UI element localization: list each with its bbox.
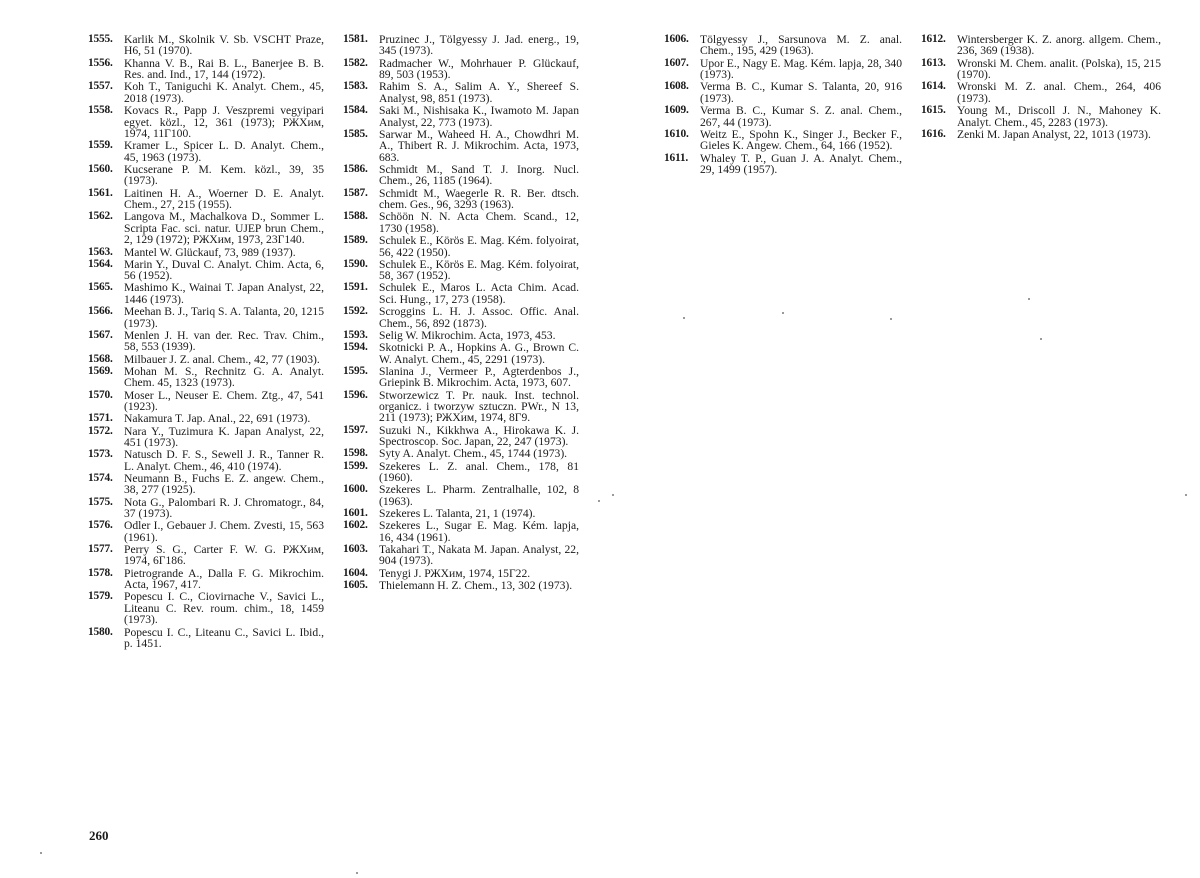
reference-entry	[664, 153, 902, 176]
reference-text: Kovacs R., Papp J. Veszpremi vegyipari egyet. közl., 12, 361 (1973); РЖХим, 1974, 11Г100.	[124, 104, 324, 141]
reference-number: 1610.	[664, 127, 689, 140]
reference-entry	[88, 259, 324, 282]
reference-entry	[88, 449, 324, 472]
reference-entry	[88, 544, 324, 567]
reference-entry	[88, 627, 324, 650]
reference-entry	[343, 580, 579, 591]
reference-number: 1602.	[343, 519, 368, 532]
reference-entry	[88, 591, 324, 625]
reference-text: Radmacher W., Mohrhauer P. Glückauf, 89, 503 (1953).	[379, 56, 579, 82]
reference-text: Karlik M., Skolnik V. Sb. VSCHT Praze, H6, 51 (1970).	[124, 33, 324, 58]
reference-entry	[343, 508, 579, 519]
reference-entry	[343, 342, 579, 365]
reference-text: Syty A. Analyt. Chem., 45, 1744 (1973).	[379, 447, 568, 461]
reference-entry	[88, 426, 324, 449]
reference-entry	[343, 164, 579, 187]
reference-text: Tenygi J. РЖХим, 1974, 15Г22.	[379, 566, 531, 580]
reference-text: Schulek E., Körös E. Mag. Kém. folyoirat, 56, 422 (1950).	[379, 234, 579, 259]
reference-entry	[88, 520, 324, 543]
reference-entry	[88, 330, 324, 353]
reference-number: 1584.	[343, 104, 368, 117]
reference-entry	[343, 188, 579, 211]
scan-speck	[1028, 298, 1030, 300]
reference-column-1	[88, 34, 324, 650]
reference-number: 1561.	[88, 186, 113, 199]
reference-entry	[921, 34, 1161, 57]
reference-number: 1588.	[343, 210, 368, 223]
reference-number: 1572.	[88, 424, 113, 437]
reference-entry	[88, 568, 324, 591]
reference-text: Nota G., Palombari R. J. Chromatogr., 84, 37 (1973).	[124, 495, 324, 521]
reference-entry	[921, 129, 1161, 140]
reference-text: Nakamura T. Jap. Anal., 22, 691 (1973).	[124, 412, 311, 426]
reference-text: Szekeres L., Sugar E. Mag. Kém. lapja, 16, 434 (1961).	[379, 519, 579, 544]
reference-number: 1556.	[88, 56, 113, 69]
reference-text: Menlen J. H. van der. Rec. Trav. Chim., 58, 553 (1939).	[124, 328, 324, 354]
reference-number: 1558.	[88, 104, 113, 117]
reference-text: Sarwar M., Waheed H. A., Chowdhri M. A., Thibert R. J. Mikrochim. Acta, 1973, 683.	[379, 127, 579, 164]
reference-text: Young M., Driscoll J. N., Mahoney K. Analyt. Chem., 45, 2283 (1973).	[957, 104, 1161, 129]
reference-text: Whaley T. P., Guan J. A. Analyt. Chem., 29, 1499 (1957).	[700, 151, 902, 176]
reference-number: 1586.	[343, 162, 368, 175]
scan-speck	[612, 494, 614, 496]
reference-entry	[343, 105, 579, 128]
reference-text: Upor E., Nagy E. Mag. Kém. lapja, 28, 340 (1973).	[700, 56, 902, 82]
reference-text: Schulek E., Maros L. Acta Chim. Acad. Sci. Hung., 17, 273 (1958).	[379, 281, 579, 306]
reference-number: 1592.	[343, 305, 368, 318]
reference-number: 1616.	[921, 127, 946, 140]
reference-text: Weitz E., Spohn K., Singer J., Becker F., Gieles K. Angew. Chem., 64, 166 (1952).	[700, 127, 902, 153]
reference-text: Milbauer J. Z. anal. Chem., 42, 77 (1903).	[124, 352, 320, 366]
reference-entry	[343, 544, 579, 567]
reference-number: 1570.	[88, 388, 113, 401]
reference-text: Laitinen H. A., Woerner D. E. Analyt. Chem., 27, 215 (1955).	[124, 186, 324, 212]
reference-entry	[664, 81, 902, 104]
reference-text: Perry S. G., Carter F. W. G. РЖХим, 1974, 6Г186.	[124, 543, 324, 568]
reference-number: 1598.	[343, 447, 368, 460]
reference-text: Zenki M. Japan Analyst, 22, 1013 (1973).	[957, 127, 1151, 141]
reference-entry	[343, 129, 579, 163]
reference-entry	[343, 448, 579, 459]
reference-number: 1567.	[88, 328, 113, 341]
reference-text: Odler I., Gebauer J. Chem. Zvesti, 15, 563 (1961).	[124, 519, 324, 544]
reference-text: Saki M., Nishisaka K., Iwamoto M. Japan Analyst, 22, 773 (1973).	[379, 104, 579, 129]
scan-speck	[356, 872, 358, 874]
scan-speck	[782, 312, 784, 314]
reference-entry	[343, 306, 579, 329]
reference-entry	[88, 247, 324, 258]
reference-entry	[88, 413, 324, 424]
reference-number: 1596.	[343, 388, 368, 401]
reference-text: Thielemann H. Z. Chem., 13, 302 (1973).	[379, 578, 573, 592]
reference-number: 1589.	[343, 234, 368, 247]
reference-text: Pruzinec J., Tölgyessy J. Jad. energ., 19, 345 (1973).	[379, 33, 579, 58]
reference-number: 1560.	[88, 162, 113, 175]
reference-entry	[88, 354, 324, 365]
reference-number: 1571.	[88, 412, 113, 425]
reference-number: 1590.	[343, 257, 368, 270]
reference-number: 1555.	[88, 33, 113, 45]
reference-entry	[343, 330, 579, 341]
reference-number: 1587.	[343, 186, 368, 199]
reference-number: 1611.	[664, 151, 688, 164]
reference-number: 1582.	[343, 56, 368, 69]
scan-speck	[598, 500, 600, 502]
reference-text: Schulek E., Körös E. Mag. Kém. folyoirat, 58, 367 (1952).	[379, 257, 579, 283]
reference-entry	[88, 81, 324, 104]
reference-number: 1594.	[343, 341, 368, 354]
reference-entry	[88, 282, 324, 305]
reference-text: Langova M., Machalkova D., Sommer L. Scripta Fac. sci. natur. UJEP brun Chem., 2, 129 (1972); РЖХим, 1973, 23Г140.	[124, 210, 324, 247]
reference-text: Marin Y., Duval C. Analyt. Chim. Acta, 6, 56 (1952).	[124, 257, 324, 283]
reference-entry	[343, 520, 579, 543]
reference-entry	[88, 140, 324, 163]
reference-number: 1599.	[343, 459, 368, 472]
reference-text: Neumann B., Fuchs E. Z. angew. Chem., 38, 277 (1925).	[124, 471, 324, 497]
reference-entry	[343, 211, 579, 234]
reference-entry	[921, 81, 1161, 104]
reference-number: 1557.	[88, 80, 113, 93]
reference-text: Suzuki N., Kikkhwa A., Hirokawa K. J. Spectroscop. Soc. Japan, 22, 247 (1973).	[379, 423, 579, 449]
reference-text: Kramer L., Spicer L. D. Analyt. Chem., 45, 1963 (1973).	[124, 139, 324, 164]
reference-number: 1612.	[921, 33, 946, 45]
scan-speck	[683, 317, 685, 319]
reference-number: 1566.	[88, 305, 113, 318]
right-page	[600, 0, 1200, 878]
reference-text: Stworzewicz T. Pr. nauk. Inst. technol. organicz. i tworzyw sztuczn. PWr., N 13, 211 (1973); РЖХим, 1974, 8Г9.	[379, 388, 579, 425]
reference-entry	[343, 568, 579, 579]
reference-text: Koh T., Taniguchi K. Analyt. Chem., 45, 2018 (1973).	[124, 80, 324, 105]
reference-entry	[88, 211, 324, 245]
reference-text: Natusch D. F. S., Sewell J. R., Tanner R. L. Analyt. Chem., 46, 410 (1974).	[124, 448, 324, 473]
page-number: 260	[89, 828, 109, 843]
reference-text: Moser L., Neuser E. Chem. Ztg., 47, 541 (1923).	[124, 388, 324, 413]
reference-text: Skotnicki P. A., Hopkins A. G., Brown C. W. Analyt. Chem., 45, 2291 (1973).	[379, 341, 579, 366]
reference-number: 1574.	[88, 471, 113, 484]
reference-entry	[88, 34, 324, 57]
reference-number: 1580.	[88, 625, 113, 638]
reference-text: Tölgyessy J., Sarsunova M. Z. anal. Chem., 195, 429 (1963).	[700, 33, 902, 58]
reference-text: Mantel W. Glückauf, 73, 989 (1937).	[124, 245, 296, 259]
reference-number: 1577.	[88, 543, 113, 556]
reference-number: 1593.	[343, 328, 368, 341]
reference-entry	[88, 497, 324, 520]
scan-speck	[890, 318, 892, 320]
reference-entry	[343, 235, 579, 258]
reference-text: Verma B. C., Kumar S. Z. anal. Chem., 267, 44 (1973).	[700, 104, 902, 129]
reference-text: Wronski M. Chem. analit. (Polska), 15, 215 (1970).	[957, 56, 1161, 82]
reference-entry	[343, 282, 579, 305]
reference-entry	[88, 306, 324, 329]
reference-entry	[664, 34, 902, 57]
reference-text: Schmidt M., Waegerle R. R. Ber. dtsch. chem. Ges., 96, 3293 (1963).	[379, 186, 579, 212]
reference-number: 1605.	[343, 578, 368, 591]
reference-text: Schöön N. N. Acta Chem. Scand., 12, 1730 (1958).	[379, 210, 579, 235]
reference-text: Selig W. Mikrochim. Acta, 1973, 453.	[379, 328, 556, 342]
scan-speck	[40, 852, 42, 854]
reference-number: 1564.	[88, 257, 113, 270]
reference-entry	[88, 366, 324, 389]
reference-entry	[343, 390, 579, 424]
reference-number: 1581.	[343, 33, 368, 45]
reference-number: 1568.	[88, 352, 113, 365]
reference-number: 1565.	[88, 281, 113, 294]
reference-entry	[343, 58, 579, 81]
reference-entry	[343, 461, 579, 484]
reference-text: Verma B. C., Kumar S. Talanta, 20, 916 (1973).	[700, 80, 902, 105]
reference-entry	[343, 259, 579, 282]
reference-number: 1608.	[664, 80, 689, 93]
reference-entry	[343, 366, 579, 389]
reference-entry	[664, 129, 902, 152]
reference-number: 1607.	[664, 56, 689, 69]
reference-text: Nara Y., Tuzimura K. Japan Analyst, 22, 451 (1973).	[124, 424, 324, 449]
reference-number: 1604.	[343, 566, 368, 579]
reference-number: 1591.	[343, 281, 368, 294]
reference-entry	[88, 105, 324, 139]
reference-text: Wintersberger K. Z. anorg. allgem. Chem., 236, 369 (1938).	[957, 33, 1161, 58]
reference-number: 1585.	[343, 127, 368, 140]
reference-text: Wronski M. Z. anal. Chem., 264, 406 (1973).	[957, 80, 1161, 105]
reference-entry	[88, 164, 324, 187]
scan-speck	[1185, 494, 1187, 496]
reference-text: Khanna V. B., Rai B. L., Banerjee B. B. Res. and. Ind., 17, 144 (1972).	[124, 56, 324, 82]
reference-text: Slanina J., Vermeer P., Agterdenbos J., Griepink B. Mikrochim. Acta, 1973, 607.	[379, 364, 579, 390]
reference-text: Szekeres L. Pharm. Zentralhalle, 102, 8 (1963).	[379, 483, 579, 508]
reference-number: 1609.	[664, 104, 689, 117]
reference-number: 1569.	[88, 364, 113, 377]
reference-entry	[343, 425, 579, 448]
reference-entry	[664, 58, 902, 81]
reference-number: 1600.	[343, 483, 368, 496]
reference-entry	[343, 484, 579, 507]
reference-number: 1614.	[921, 80, 946, 93]
reference-text: Popescu I. C., Liteanu C., Savici L. Ibid., p. 1451.	[124, 625, 324, 651]
reference-entry	[921, 105, 1161, 128]
reference-text: Scroggins L. H. J. Assoc. Offic. Anal. Chem., 56, 892 (1873).	[379, 305, 579, 330]
reference-entry	[343, 34, 579, 57]
reference-number: 1576.	[88, 519, 113, 532]
reference-text: Kucserane P. M. Kem. közl., 39, 35 (1973).	[124, 162, 324, 188]
reference-entry	[664, 105, 902, 128]
reference-entry	[88, 58, 324, 81]
scan-speck	[1040, 338, 1042, 340]
reference-entry	[88, 390, 324, 413]
reference-entry	[88, 188, 324, 211]
reference-text: Szekeres L. Z. anal. Chem., 178, 81 (1960).	[379, 459, 579, 485]
reference-text: Meehan B. J., Tariq S. A. Talanta, 20, 1215 (1973).	[124, 305, 324, 330]
reference-number: 1559.	[88, 139, 113, 152]
reference-number: 1603.	[343, 543, 368, 556]
reference-number: 1579.	[88, 590, 113, 603]
reference-text: Rahim S. A., Salim A. Y., Shereef S. Analyst, 98, 851 (1973).	[379, 80, 579, 105]
reference-text: Mohan M. S., Rechnitz G. A. Analyt. Chem. 45, 1323 (1973).	[124, 364, 324, 390]
reference-text: Pietrogrande A., Dalla F. G. Mikrochim. Acta, 1967, 417.	[124, 566, 324, 592]
reference-column-2	[343, 34, 579, 592]
reference-number: 1597.	[343, 423, 368, 436]
reference-number: 1573.	[88, 448, 113, 461]
reference-number: 1601.	[343, 507, 368, 520]
reference-number: 1613.	[921, 56, 946, 69]
reference-number: 1578.	[88, 566, 113, 579]
reference-entry	[343, 81, 579, 104]
reference-number: 1562.	[88, 210, 113, 223]
reference-text: Takahari T., Nakata M. Japan. Analyst, 22, 904 (1973).	[379, 543, 579, 568]
reference-text: Schmidt M., Sand T. J. Inorg. Nucl. Chem., 26, 1185 (1964).	[379, 162, 579, 188]
reference-number: 1575.	[88, 495, 113, 508]
reference-text: Mashimo K., Wainai T. Japan Analyst, 22, 1446 (1973).	[124, 281, 324, 306]
reference-entry	[88, 473, 324, 496]
reference-number: 1615.	[921, 104, 946, 117]
reference-number: 1563.	[88, 245, 113, 258]
reference-number: 1595.	[343, 364, 368, 377]
reference-number: 1583.	[343, 80, 368, 93]
reference-number: 1606.	[664, 33, 689, 45]
reference-column-4	[921, 34, 1161, 141]
reference-column-3	[664, 34, 902, 176]
reference-text: Popescu I. C., Ciovirnache V., Savici L., Liteanu C. Rev. roum. chim., 18, 1459 (1973).	[124, 590, 324, 627]
reference-entry	[921, 58, 1161, 81]
reference-text: Szekeres L. Talanta, 21, 1 (1974).	[379, 507, 536, 521]
